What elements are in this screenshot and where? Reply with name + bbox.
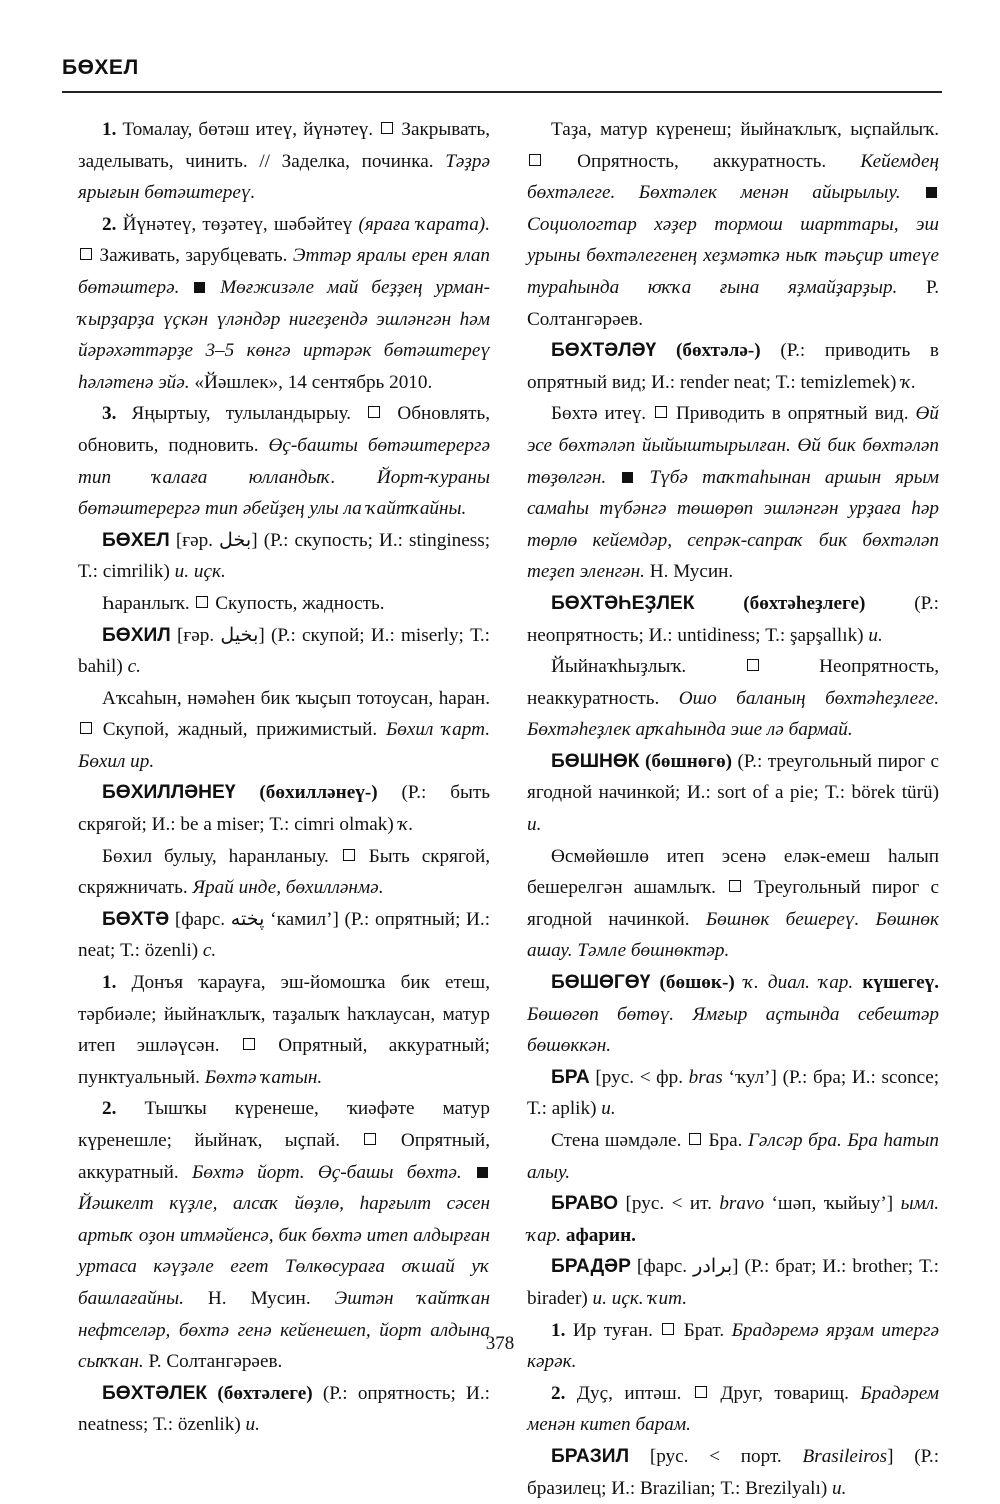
square-icon: [729, 880, 741, 892]
square-icon: [655, 406, 667, 418]
headword: БӨХТӘЛӘҮ: [551, 340, 657, 362]
entry-paragraph: 2. Дуҫ, иптәш. Друг, товарищ. Брадәрем менән китеп барам.: [527, 1382, 940, 1436]
square-icon: [368, 406, 380, 418]
headword-entry: БӨХИЛ [ғәр. بخيل] (Р.: скупой; И.: miserly; Т.: bahil) с.: [78, 624, 491, 678]
headword-entry: БӨХТӘҺЕҘЛЕК (бөхтәһеҙлеге) (Р.: неопрятность; И.: untidiness; Т.: şapşallık) и.: [527, 592, 939, 646]
headword: БӨХЕЛ: [102, 529, 170, 551]
headword-entry: БРА [рус. < фр. bras ‘ҡул’] (Р.: бра; И.: sconce; Т.: aplik) и.: [527, 1066, 940, 1120]
square-icon: [689, 1133, 701, 1145]
page-number: 378: [485, 1333, 515, 1354]
entry-paragraph: Таҙа, матур күренеш; йыйнаҡлыҡ, ыҫпайлыҡ. Опрятность, аккуратность. Кейемдең бөхтәлеге. Бөхтәлек менән айырылыу. Социологтар хәҙер тормош шарттары, эш урыны бөхтәлегенең хеҙмәткә ныҡ тәьҫир итеүе тураһында юҡҡа ғына яҙмайҙарҙыр. Р. Солтангәрәев.: [527, 119, 940, 330]
square-icon: [381, 122, 393, 134]
entry-paragraph: Һаранлыҡ. Скупость, жадность.: [102, 592, 385, 614]
entry-paragraph: 1. Ир туған. Брат. Брадәремә ярҙам итергә кәрәк.: [527, 1319, 939, 1373]
entry-paragraph: 3. Яңыртыу, тулыландырыу. Обновлять, обновить, подновить. Өҫ-башты бөтәштерергә тип ҡалаға юлландыҡ. Йорт-ҡураны бөтәштерергә тип әбейҙең улы ла ҡайтҡайны.: [78, 403, 490, 520]
headword: БРА: [551, 1066, 590, 1088]
headword-entry: БӨШНӨК (бөшнөгө) (Р.: треугольный пирог с ягодной начинкой; И.: sort of a pie; Т.: börek türü) и.: [527, 750, 940, 836]
headword-entry: БӨХТӘ [фарс. پخته ‘камил’] (Р.: опрятный; И.: neat; Т.: özenli) с.: [78, 908, 491, 962]
square-icon: [747, 659, 759, 671]
headword: БӨХИЛ: [102, 624, 171, 646]
headword-entry: БРАДӘР [фарс. برادر] (Р.: брат; И.: brother; Т.: birader) и. иҫк. ҡит.: [527, 1256, 940, 1309]
entry-paragraph: Йыйнаҡһыҙлыҡ. Неопрятность, неаккуратность. Ошо баланың бөхтәһеҙлеге. Бөхтәһеҙлек арҡаһында эше лә бармай.: [527, 656, 940, 741]
filled-square-icon: [194, 282, 205, 293]
headword-entry: БӨШӨГӨҮ (бөшөк-) ҡ. диал. ҡар. күшегеү. Бөшөгөп бөтөү. Ямғыр аҫтында себештәр бөшөккән.: [527, 972, 940, 1057]
filled-square-icon: [622, 472, 633, 483]
running-title: БӨХЕЛ: [62, 56, 139, 79]
entry-paragraph: Бөхтә итеү. Приводить в опрятный вид. Өй эсе бөхтәләп йыйыштырылған. Өй бик бөхтәләп төҙөлгән. Түбә таҡтаһынан аршын ярым самаһы түбәнгә төшөрөп эшләнгән урҙаға һәр төрлө кейемдәр, сепрәк-сапраҡ бик бөхтәләп теҙеп эленгән. Н. Мусин.: [527, 403, 939, 583]
headword: БӨШНӨК: [551, 750, 640, 772]
square-icon: [243, 1038, 255, 1050]
headword: БРАДӘР: [551, 1256, 631, 1278]
headword: БРАВО: [551, 1193, 619, 1215]
header-rule: [62, 91, 942, 93]
headword: БӨХТӘҺЕҘЛЕК: [551, 592, 695, 614]
headword: БӨХТӘ: [102, 908, 170, 930]
entry-paragraph: 1. Томалау, бөтәш итеү, йүнәтеү. Закрывать, заделывать, чинить. // Заделка, починка. Тәҙрә ярығын бөтәштереү.: [78, 119, 491, 204]
headword-entry: БӨХИЛЛӘНЕҮ (бөхилләнеү-) (Р.: быть скрягой; И.: be a miser; Т.: cimri olmak) ҡ.: [78, 782, 491, 836]
headword-entry: БРАВО [рус. < ит. bravo ‘шәп, ҡыйыу’] ымл. ҡар. афарин.: [527, 1193, 940, 1246]
headword: БӨШӨГӨҮ: [551, 972, 651, 994]
filled-square-icon: [477, 1167, 488, 1178]
headword: БРАЗИЛ: [551, 1445, 630, 1467]
entry-paragraph: Аҡсаһын, нәмәһен бик ҡыҫып тотоусан, һаран. Скупой, жадный, прижимистый. Бөхил ҡарт. Бөхил ир.: [78, 687, 490, 772]
entry-paragraph: Бөхил булыу, һаранланыу. Быть скрягой, скряжничать. Ярай инде, бөхилләнмә.: [78, 845, 491, 899]
left-column: [78, 114, 490, 1441]
entry-paragraph: 1. Донъя ҡарауға, эш-йомошҡа бик етеш, тәрбиәле; йыйнаҡлыҡ, таҙалыҡ һаҡлаусан, матур итеп эшләүсән. Опрятный, аккуратный; пунктуальный. Бөхтә ҡатын.: [78, 972, 491, 1088]
headword: БӨХИЛЛӘНЕҮ: [102, 782, 236, 804]
square-icon: [343, 849, 355, 861]
headword-entry: БӨХТӘЛӘҮ (бөхтәлә-) (Р.: приводить в опрятный вид; И.: render neat; Т.: temizlemek) ҡ.: [527, 340, 939, 393]
filled-square-icon: [926, 187, 937, 198]
entry-paragraph: 2. Тышҡы күренеше, ҡиәфәте матур күренешле; йыйнаҡ, ыҫпай. Опрятный, аккуратный. Бөхтә йорт. Өҫ-башы бөхтә. Йәшкелт күҙле, алсаҡ йөҙлө, һарғылт сәсен артыҡ оҙон итмәйенсә, бик бөхтә итеп алдырған уртаса кәүҙәле егет Төлкөсураға оҡшай уҡ башлағайны. Н. Мусин. Эштән ҡайтҡан нефтселәр, бөхтә генә кейенешеп, йорт алдына сыҡҡан. Р. Солтангәрәев.: [78, 1098, 490, 1373]
entry-paragraph: 2. Йүнәтеү, төҙәтеү, шәбәйтеү (яраға ҡарата). Заживать, зарубцевать. Эттәр яралы ерен ялап бөтәштерә. Мөғжизәле май беҙҙең урман-ҡырҙарҙа үҫкән үләндәр нигеҙендә эшләнгән һәм йәрәхәттәрҙе 3–5 көнгә иртәрәк бөтәштереү һәләтенә эйә. «Йәшлек», 14 сентябрь 2010.: [78, 213, 491, 393]
entry-paragraph: Стена шәмдәле. Бра. Гәлсәр бра. Бра һатып алыу.: [527, 1130, 940, 1183]
headword-entry: БӨХЕЛ [ғәр. بخل] (Р.: скупость; И.: stinginess; Т.: cimrilik) и. иҫк.: [78, 529, 491, 583]
square-icon: [529, 154, 541, 166]
square-icon: [80, 722, 92, 734]
headword-entry: БРАЗИЛ [рус. < порт. Brasileiros] (Р.: бразилец; И.: Brazilian; Т.: Brezilyalı) и.: [527, 1445, 940, 1499]
headword-entry: БӨХТӘЛЕК (бөхтәлеге) (Р.: опрятность; И.: neatness; Т.: özenlik) и.: [78, 1382, 490, 1436]
square-icon: [196, 596, 208, 608]
square-icon: [695, 1386, 707, 1398]
entry-paragraph: Өсмөйөшлө итеп эсенә еләк-емеш һалып бешерелгән ашамлыҡ. Треугольный пирог с ягодной начинкой. Бөшнөк бешереү. Бөшнөк ашау. Тәмле бөшнөктәр.: [527, 845, 939, 962]
square-icon: [364, 1133, 376, 1145]
square-icon: [80, 248, 92, 260]
right-column: [527, 114, 939, 1504]
headword: БӨХТӘЛЕК: [102, 1382, 208, 1404]
